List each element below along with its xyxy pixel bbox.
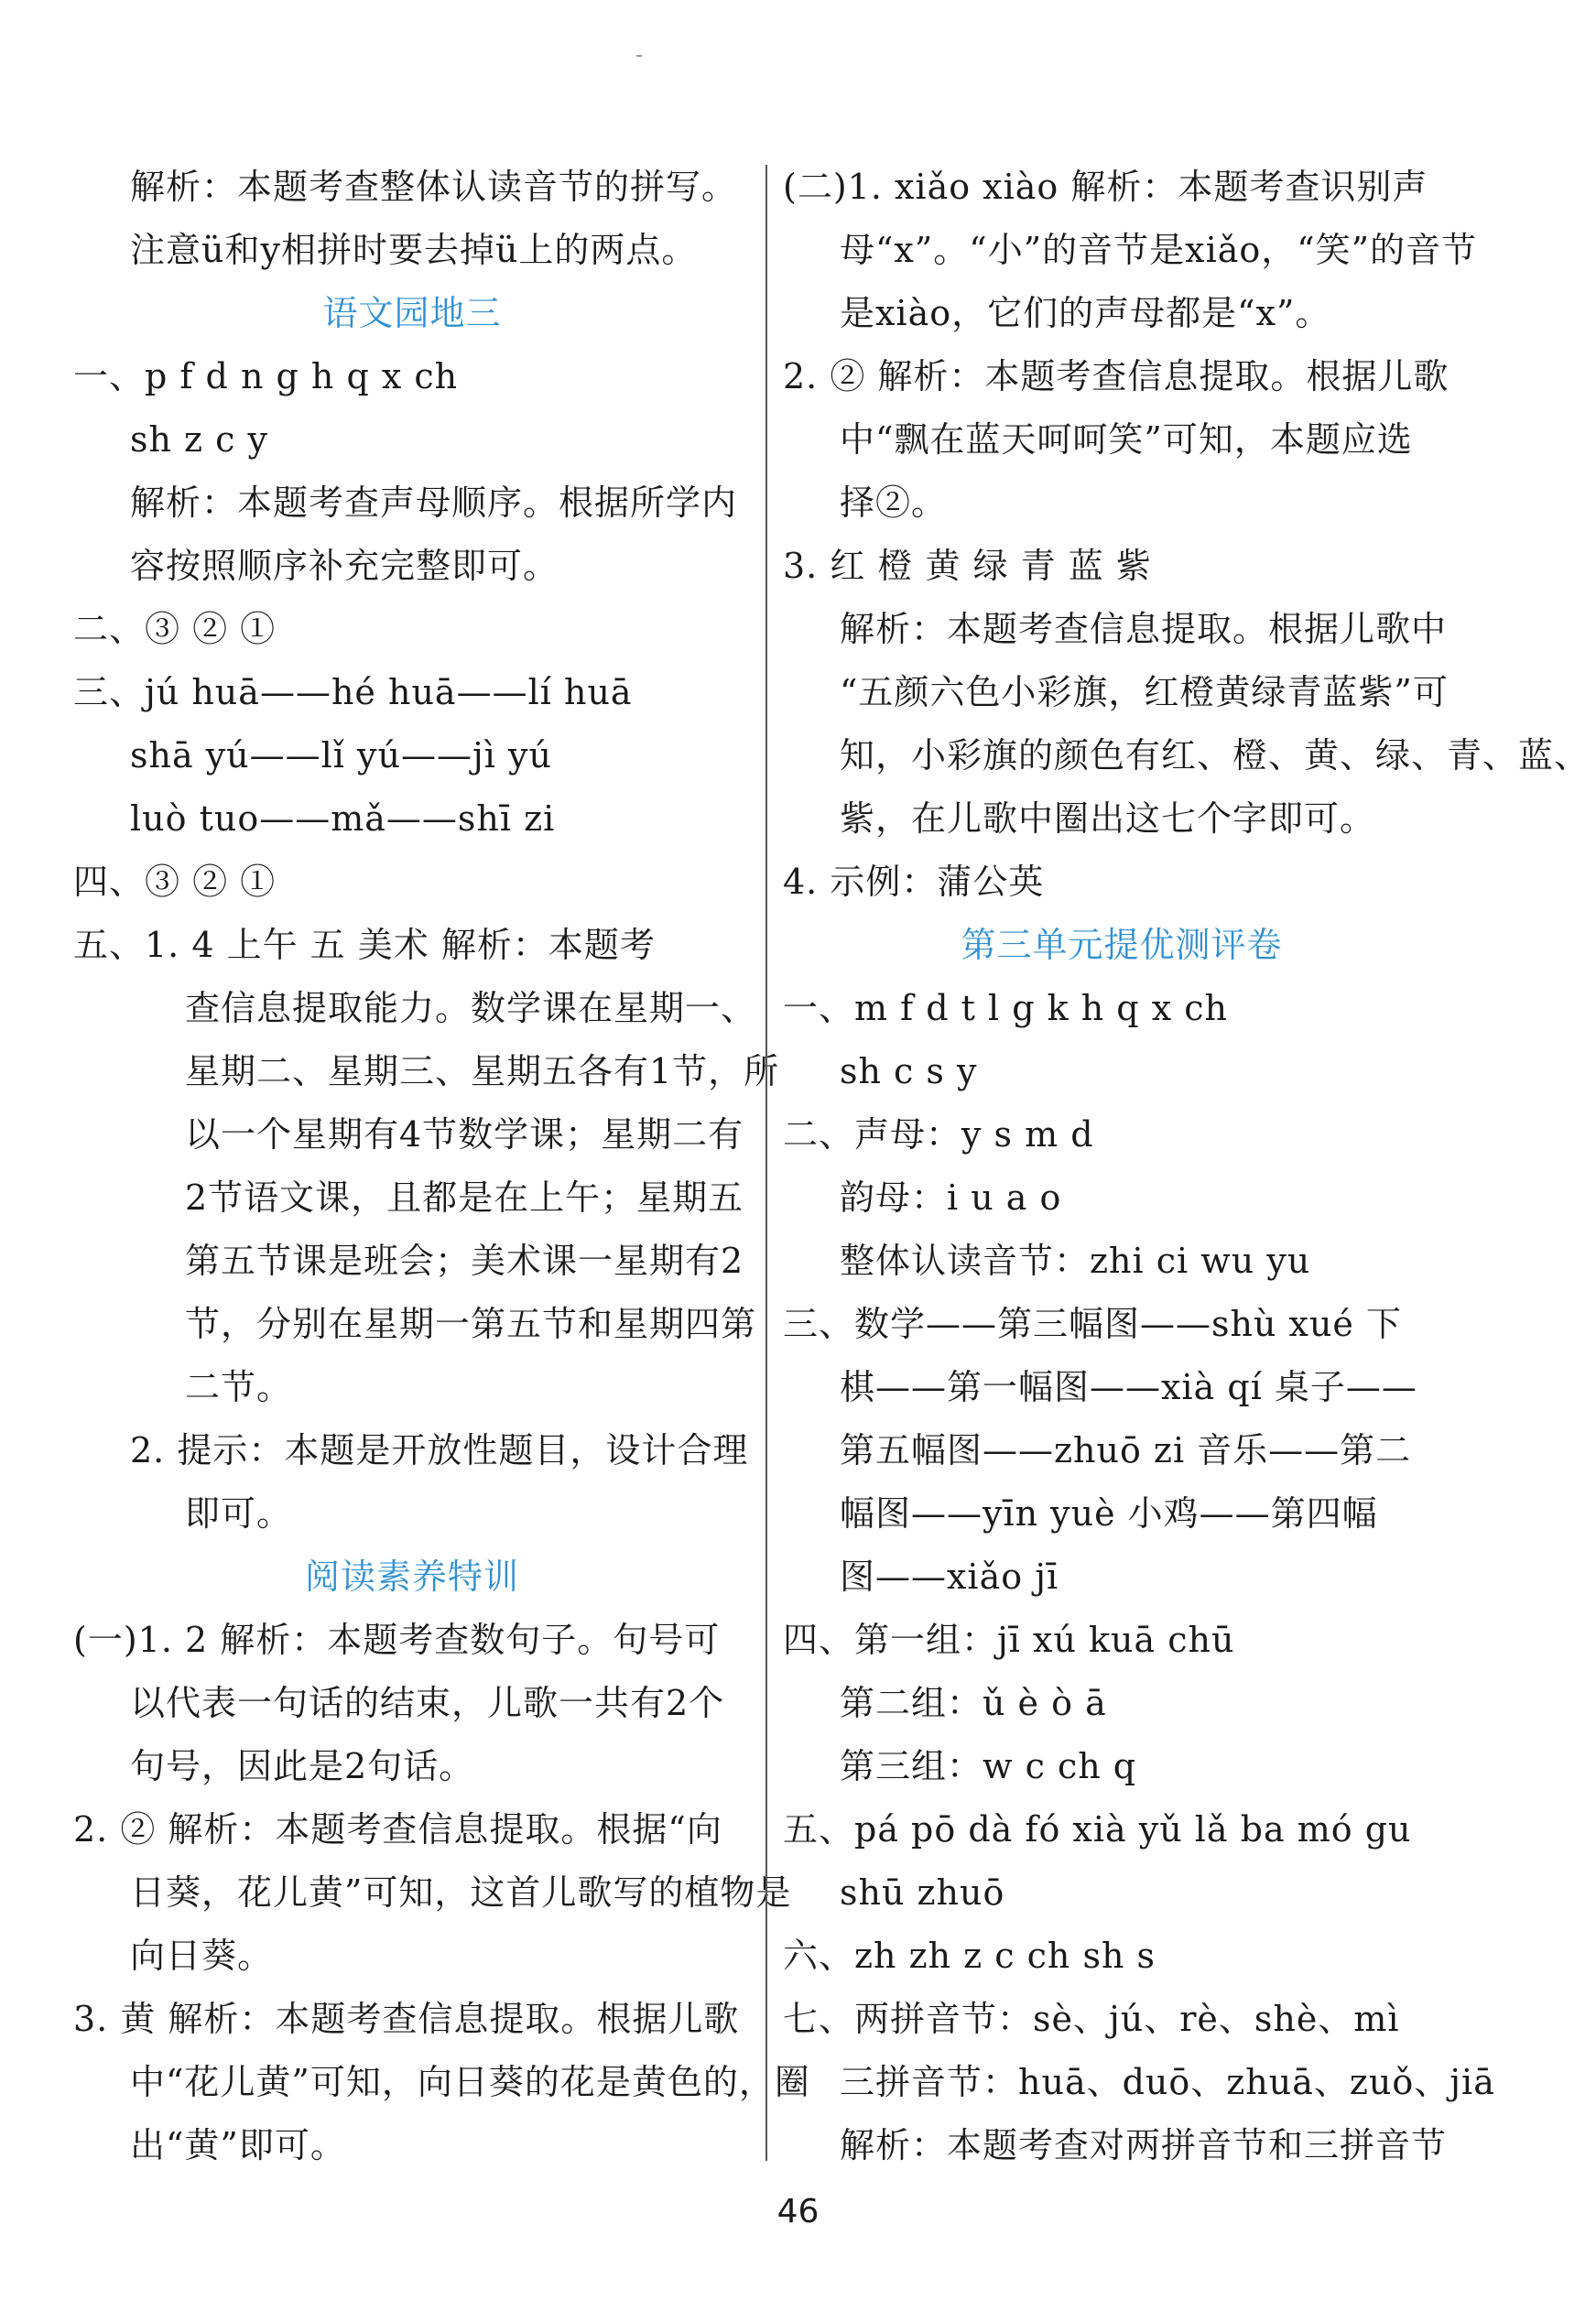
answer-line: 查信息提取能力。数学课在星期一、 bbox=[185, 988, 757, 1028]
answer-line: 注意ü和y相拼时要去掉ü上的两点。 bbox=[130, 230, 698, 270]
answer-line: (一)1. 2 解析：本题考查数句子。句号可 bbox=[73, 1620, 721, 1660]
answer-line: 2节语文课，且都是在上午；星期五 bbox=[185, 1177, 744, 1218]
answer-line: 以代表一句话的结束，儿歌一共有2个 bbox=[130, 1683, 725, 1723]
answer-line: 第五幅图——zhuō zi 音乐——第二 bbox=[840, 1430, 1412, 1470]
answer-line: 解析：本题考查整体认读音节的拼写。 bbox=[130, 167, 738, 207]
answer-line: 一、m f d t l g k h q x ch bbox=[783, 988, 1228, 1028]
answer-line: 容按照顺序补充完整即可。 bbox=[130, 546, 559, 586]
section-heading: 第三单元提优测评卷 bbox=[961, 925, 1283, 965]
answer-line: 三拼音节：huā、duō、zhuā、zuǒ、jiā bbox=[840, 2062, 1495, 2102]
answer-line: 解析：本题考查声母顺序。根据所学内 bbox=[130, 483, 738, 523]
answer-line: 第二组：ǔ è ò ā bbox=[840, 1683, 1107, 1723]
answer-line: 择②。 bbox=[840, 483, 948, 523]
answer-line: 四、③ ② ① bbox=[73, 862, 277, 902]
top-mark bbox=[636, 55, 642, 57]
answer-line: 2. 提示：本题是开放性题目，设计合理 bbox=[130, 1430, 749, 1470]
answer-line: 二、③ ② ① bbox=[73, 609, 277, 649]
answer-line: 母“x”。“小”的音节是xiǎo，“笑”的音节 bbox=[840, 230, 1478, 270]
answer-line: 五、1. 4 上午 五 美术 解析：本题考 bbox=[73, 925, 656, 965]
answer-line: luò tuo——mǎ——shī zi bbox=[130, 798, 556, 839]
section-heading: 语文园地三 bbox=[322, 293, 502, 333]
answer-line: “五颜六色小彩旗，红橙黄绿青蓝紫”可 bbox=[840, 672, 1449, 712]
answer-line: 中“飘在蓝天呵呵笑”可知，本题应选 bbox=[840, 419, 1413, 460]
answer-line: 句号，因此是2句话。 bbox=[130, 1746, 475, 1786]
answer-line: 节，分别在星期一第五节和星期四第 bbox=[185, 1304, 757, 1344]
answer-line: 六、zh zh z c ch sh s bbox=[783, 1936, 1156, 1976]
column-divider bbox=[765, 165, 767, 2161]
answer-line: 解析：本题考查信息提取。根据儿歌中 bbox=[840, 609, 1448, 649]
answer-line: 2. ② 解析：本题考查信息提取。根据儿歌 bbox=[783, 356, 1449, 396]
answer-line: 五、pá pō dà fó xià yǔ lǎ ba mó gu bbox=[783, 1809, 1412, 1850]
answer-line: 3. 黄 解析：本题考查信息提取。根据儿歌 bbox=[73, 1999, 740, 2039]
answer-line: 日葵，花儿黄”可知，这首儿歌写的植物是 bbox=[130, 1872, 792, 1913]
answer-line: 第五节课是班会；美术课一星期有2 bbox=[185, 1241, 744, 1281]
answer-line: 七、两拼音节：sè、jú、rè、shè、mì bbox=[783, 1999, 1400, 2039]
answer-line: 以一个星期有4节数学课；星期二有 bbox=[185, 1114, 744, 1155]
answer-line: 二、声母：y s m d bbox=[783, 1114, 1094, 1155]
answer-line: 三、jú huā——hé huā——lí huā bbox=[73, 672, 633, 712]
section-heading: 阅读素养特训 bbox=[304, 1557, 519, 1597]
answer-line: 图——xiǎo jī bbox=[840, 1557, 1059, 1597]
answer-line: 第三组：w c ch q bbox=[840, 1746, 1137, 1786]
answer-line: 4. 示例：蒲公英 bbox=[783, 862, 1045, 902]
answer-line: 二节。 bbox=[185, 1367, 293, 1407]
answer-line: sh c s y bbox=[840, 1051, 978, 1091]
answer-line: 幅图——yīn yuè 小鸡——第四幅 bbox=[840, 1493, 1378, 1534]
answer-line: 整体认读音节：zhi ci wu yu bbox=[840, 1241, 1311, 1281]
answer-line: 中“花儿黄”可知，向日葵的花是黄色的，圈 bbox=[130, 2062, 810, 2102]
answer-line: 3. 红 橙 黄 绿 青 蓝 紫 bbox=[783, 546, 1152, 586]
answer-line: 四、第一组：jī xú kuā chū bbox=[783, 1620, 1235, 1660]
answer-line: 向日葵。 bbox=[130, 1936, 274, 1976]
answer-line: 知，小彩旗的颜色有红、橙、黄、绿、青、蓝、 bbox=[840, 735, 1591, 776]
answer-line: 星期二、星期三、星期五各有1节，所 bbox=[185, 1051, 780, 1091]
answer-line: 紫，在儿歌中圈出这七个字即可。 bbox=[840, 798, 1376, 839]
left-column bbox=[73, 156, 810, 2177]
answer-line: (二)1. xiǎo xiào 解析：本题考查识别声 bbox=[783, 167, 1428, 207]
answer-line: 2. ② 解析：本题考查信息提取。根据“向 bbox=[73, 1809, 722, 1850]
answer-line: 韵母：i u a o bbox=[840, 1177, 1062, 1218]
answer-line: 棋——第一幅图——xià qí 桌子—— bbox=[840, 1367, 1417, 1407]
answer-line: shū zhuō bbox=[840, 1872, 1005, 1913]
answer-line: 出“黄”即可。 bbox=[130, 2125, 346, 2165]
answer-line: 即可。 bbox=[185, 1493, 293, 1534]
page-number: 46 bbox=[776, 2193, 820, 2230]
answer-line: 三、数学——第三幅图——shù xué 下 bbox=[783, 1304, 1402, 1344]
right-column bbox=[783, 156, 1591, 2177]
answer-line: sh z c y bbox=[130, 419, 268, 460]
answer-line: 解析：本题考查对两拼音节和三拼音节 bbox=[840, 2125, 1448, 2165]
answer-line: 一、p f d n g h q x ch bbox=[73, 356, 459, 396]
answer-line: shā yú——lǐ yú——jì yú bbox=[130, 735, 552, 776]
answer-line: 是xiào，它们的声母都是“x”。 bbox=[840, 293, 1331, 333]
